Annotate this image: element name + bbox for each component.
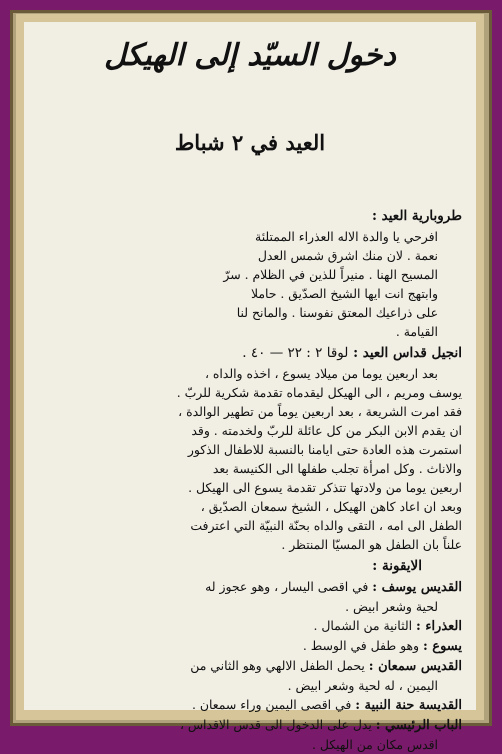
gospel-line: استمرت هذه العادة حتى ايامنا بالنسبة للاطفال الذكور	[187, 442, 462, 457]
page-title: دخول السيّد إلى الهيكل	[104, 38, 396, 73]
content	[36, 204, 462, 754]
icon-entry-anna	[36, 695, 462, 715]
icon-entry-label: القديس يوسف :	[372, 580, 462, 595]
icon-entry-door	[36, 715, 462, 735]
icon-entry-cont: اقدس مكان من الهيكل .	[311, 737, 438, 752]
icon-entry-label: العذراء :	[416, 619, 462, 634]
gospel-line: وبعد ان اعاد كاهن الهيكل ، الشيخ سمعان الصدّيق ،	[200, 499, 462, 514]
gospel-line: يوسف ومريم ، الى الهيكل ليقدماه تقدمة شكرية للربّ .	[176, 385, 462, 400]
icon-entry-cont: لحية وشعر ابيض .	[345, 599, 438, 614]
icon-entry-virgin	[36, 616, 462, 636]
page-subtitle: العيد في ٢ شباط	[174, 130, 326, 155]
gospel-text	[36, 364, 462, 554]
page	[24, 22, 476, 752]
troparion-line: نعمة . لان منك اشرق شمس العدل	[257, 248, 438, 263]
troparion-line: وابتهج انت ايها الشيخ الصدّيق . حاملا	[250, 286, 438, 301]
gospel-heading: انجيل قداس العيد :	[353, 345, 462, 361]
icon-entries	[36, 577, 462, 754]
gospel-line: اربعين يوما من ولادتها تتذكر تقدمة يسوع الى الهيكل .	[188, 480, 462, 495]
troparion-line: على ذراعيك المعتق نفوسنا . والمانح لنا	[236, 305, 438, 320]
troparion-line: المسيح الهنا . منيراً للذين في الظلام . سرّ	[223, 267, 438, 282]
gospel-line: بعد اربعين يوما من ميلاد يسوع ، اخذه والداه ،	[204, 366, 438, 381]
gospel-line: والاناث . وكل امرأة تجلب طفلها الى الكنيسة بعد	[212, 461, 462, 476]
icon-entry-label: القديس سمعان :	[368, 659, 462, 674]
gospel-line: الطفل الى امه ، التقى والداه بحنّة النبيّة التي اعترفت	[190, 518, 462, 533]
icon-entry-label: الباب الرئيسي :	[375, 718, 462, 733]
icon-entry-text: يدل على الدخول الى قدس الاقداس ،	[179, 717, 372, 732]
icon-entry-joseph	[36, 577, 462, 597]
gospel-reference: لوقا ٢ : ٢٢ — ٤٠ .	[242, 345, 349, 361]
icon-heading: الايقونة :	[372, 558, 422, 574]
troparion-line: افرحي يا والدة الاله العذراء الممتلئة	[255, 229, 438, 244]
icon-entry-text: يحمل الطفل الالهي وهو الثاني من	[190, 658, 365, 673]
icon-entry-cont: اليمين ، له لحية وشعر ابيض .	[287, 678, 438, 693]
icon-entry-jesus	[36, 636, 462, 656]
troparion-heading: طروبارية العيد :	[371, 208, 462, 224]
gospel-heading-row	[36, 344, 462, 363]
troparion-text	[36, 227, 462, 341]
icon-entry-simeon	[36, 656, 462, 676]
gospel-line: فقد امرت الشريعة ، بعد اربعين يوماً من تطهير الوالدة ،	[178, 404, 462, 419]
icon-entry-text: في اقصى اليمين وراء سمعان .	[192, 697, 352, 712]
gospel-line: ان يقدم الابن البكر من كل عائلة للربّ ولخدمته . وقد	[191, 423, 462, 438]
gospel-line: علناً بان الطفل هو المسيّا المنتظر .	[281, 537, 462, 552]
troparion-line: القيامة .	[395, 324, 438, 339]
icon-entry-label: يسوع :	[422, 639, 462, 654]
icon-entry-text: وهو طفل في الوسط .	[302, 638, 420, 653]
icon-entry-text: في اقصى اليسار ، وهو عجوز له	[205, 579, 369, 594]
icon-entry-label: القديسة حنة النبية :	[355, 698, 462, 713]
icon-entry-text: الثانية من الشمال .	[313, 618, 413, 633]
